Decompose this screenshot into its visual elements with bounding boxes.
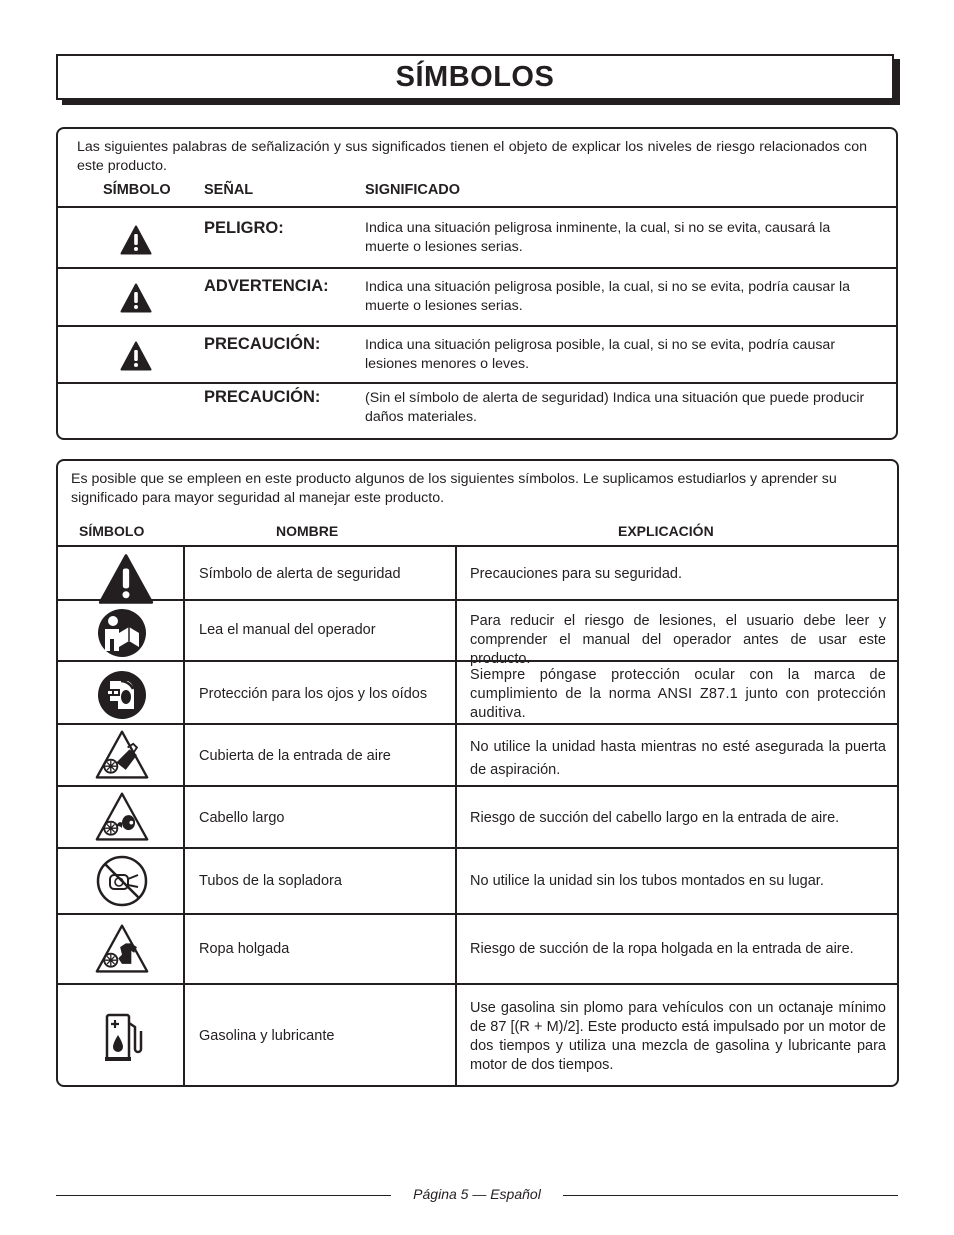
symbol-explanation: Riesgo de succión de la ropa holgada en la entrada de aire.	[470, 941, 854, 957]
symbol-explanation: No utilice la unidad sin los tubos montados en su lugar.	[470, 873, 824, 889]
divider	[58, 325, 896, 327]
symbol-name: Cabello largo	[199, 810, 285, 826]
header-symbol: SÍMBOLO	[103, 182, 171, 198]
symbols-intro: Es posible que se empleen en este producto algunos de los siguientes símbolos. Le suplicamos estudiarlos y aprender su significado para mayor seguridad al manejar este producto.	[71, 471, 837, 506]
symbol-explanation: Precauciones para su seguridad.	[470, 566, 682, 582]
signal-caution-no-symbol-meaning: (Sin el símbolo de alerta de seguridad) Indica una situación que puede producir daños materiales.	[365, 390, 865, 425]
blower-tubes-icon	[94, 853, 150, 909]
footer-rule-right	[563, 1195, 898, 1196]
symbol-name: Protección para los ojos y los oídos	[199, 686, 428, 702]
divider	[58, 206, 896, 208]
warning-triangle-icon	[120, 225, 152, 255]
header-meaning: SIGNIFICADO	[365, 182, 461, 198]
long-hair-icon	[94, 789, 150, 845]
header-signal: SEÑAL	[204, 182, 254, 198]
signal-caution: PRECAUCIÓN:	[204, 335, 321, 353]
signal-warning-meaning: Indica una situación peligrosa posible, la cual, si no se evita, podría causar la muerte o lesiones serias.	[365, 279, 851, 314]
loose-clothing-icon	[94, 921, 150, 977]
eye-ear-protection-icon	[94, 667, 150, 723]
page-footer: Página 5 — Español	[413, 1186, 541, 1202]
page-title-box	[56, 54, 894, 100]
air-intake-cover-icon	[94, 727, 150, 783]
signal-caution-meaning: Indica una situación peligrosa posible, la cual, si no se evita, podría causar lesiones menores o leves.	[365, 337, 836, 372]
symbol-name: Lea el manual del operador	[199, 622, 376, 638]
signal-caution-no-symbol: PRECAUCIÓN:	[204, 388, 321, 406]
symbol-name: Símbolo de alerta de seguridad	[199, 566, 401, 582]
header-symbol: SÍMBOLO	[79, 523, 145, 539]
column-divider	[455, 545, 457, 1087]
signal-words-panel	[56, 127, 898, 440]
safety-alert-icon	[98, 551, 154, 607]
symbol-name: Gasolina y lubricante	[199, 1028, 335, 1044]
divider	[58, 267, 896, 269]
symbol-explanation: No utilice la unidad hasta mientras no esté asegurada la puerta de aspiración.	[470, 739, 886, 778]
signal-danger: PELIGRO:	[204, 219, 284, 237]
symbol-explanation: Use gasolina sin plomo para vehículos con un octanaje mínimo de 87 [(R + M)/2]. Este producto está impulsado por un motor de dos tiempos y utiliza una mezcla de gasolina y lubricante para motor de dos tiempos.	[470, 1000, 886, 1073]
warning-triangle-icon	[120, 283, 152, 313]
divider	[58, 382, 896, 384]
fuel-pump-icon	[94, 1009, 150, 1065]
symbol-name: Ropa holgada	[199, 941, 290, 957]
signal-intro: Las siguientes palabras de señalización y sus significados tienen el objeto de explicar los niveles de riesgo relacionados con este producto.	[77, 139, 867, 174]
symbol-name: Tubos de la sopladora	[199, 873, 342, 889]
symbol-explanation: Riesgo de succión del cabello largo en la entrada de aire.	[470, 810, 840, 826]
read-manual-icon	[94, 605, 150, 661]
signal-warning: ADVERTENCIA:	[204, 277, 329, 295]
warning-triangle-icon	[120, 341, 152, 371]
page-title: SÍMBOLOS	[395, 60, 555, 93]
header-explanation: EXPLICACIÓN	[618, 523, 714, 539]
symbol-explanation: Para reducir el riesgo de lesiones, el usuario debe leer y comprender el manual del operador antes de usar este producto.	[470, 613, 886, 667]
symbols-panel	[56, 459, 899, 1087]
symbol-name: Cubierta de la entrada de aire	[199, 748, 391, 764]
header-name: NOMBRE	[276, 523, 339, 539]
symbol-explanation: Siempre póngase protección ocular con la marca de cumplimiento de la norma ANSI Z87.1 junto con protección auditiva.	[470, 667, 886, 721]
footer-rule-left	[56, 1195, 391, 1196]
column-divider	[183, 545, 185, 1087]
signal-danger-meaning: Indica una situación peligrosa inminente, la cual, si no se evita, causará la muerte o lesiones serias.	[365, 220, 831, 255]
